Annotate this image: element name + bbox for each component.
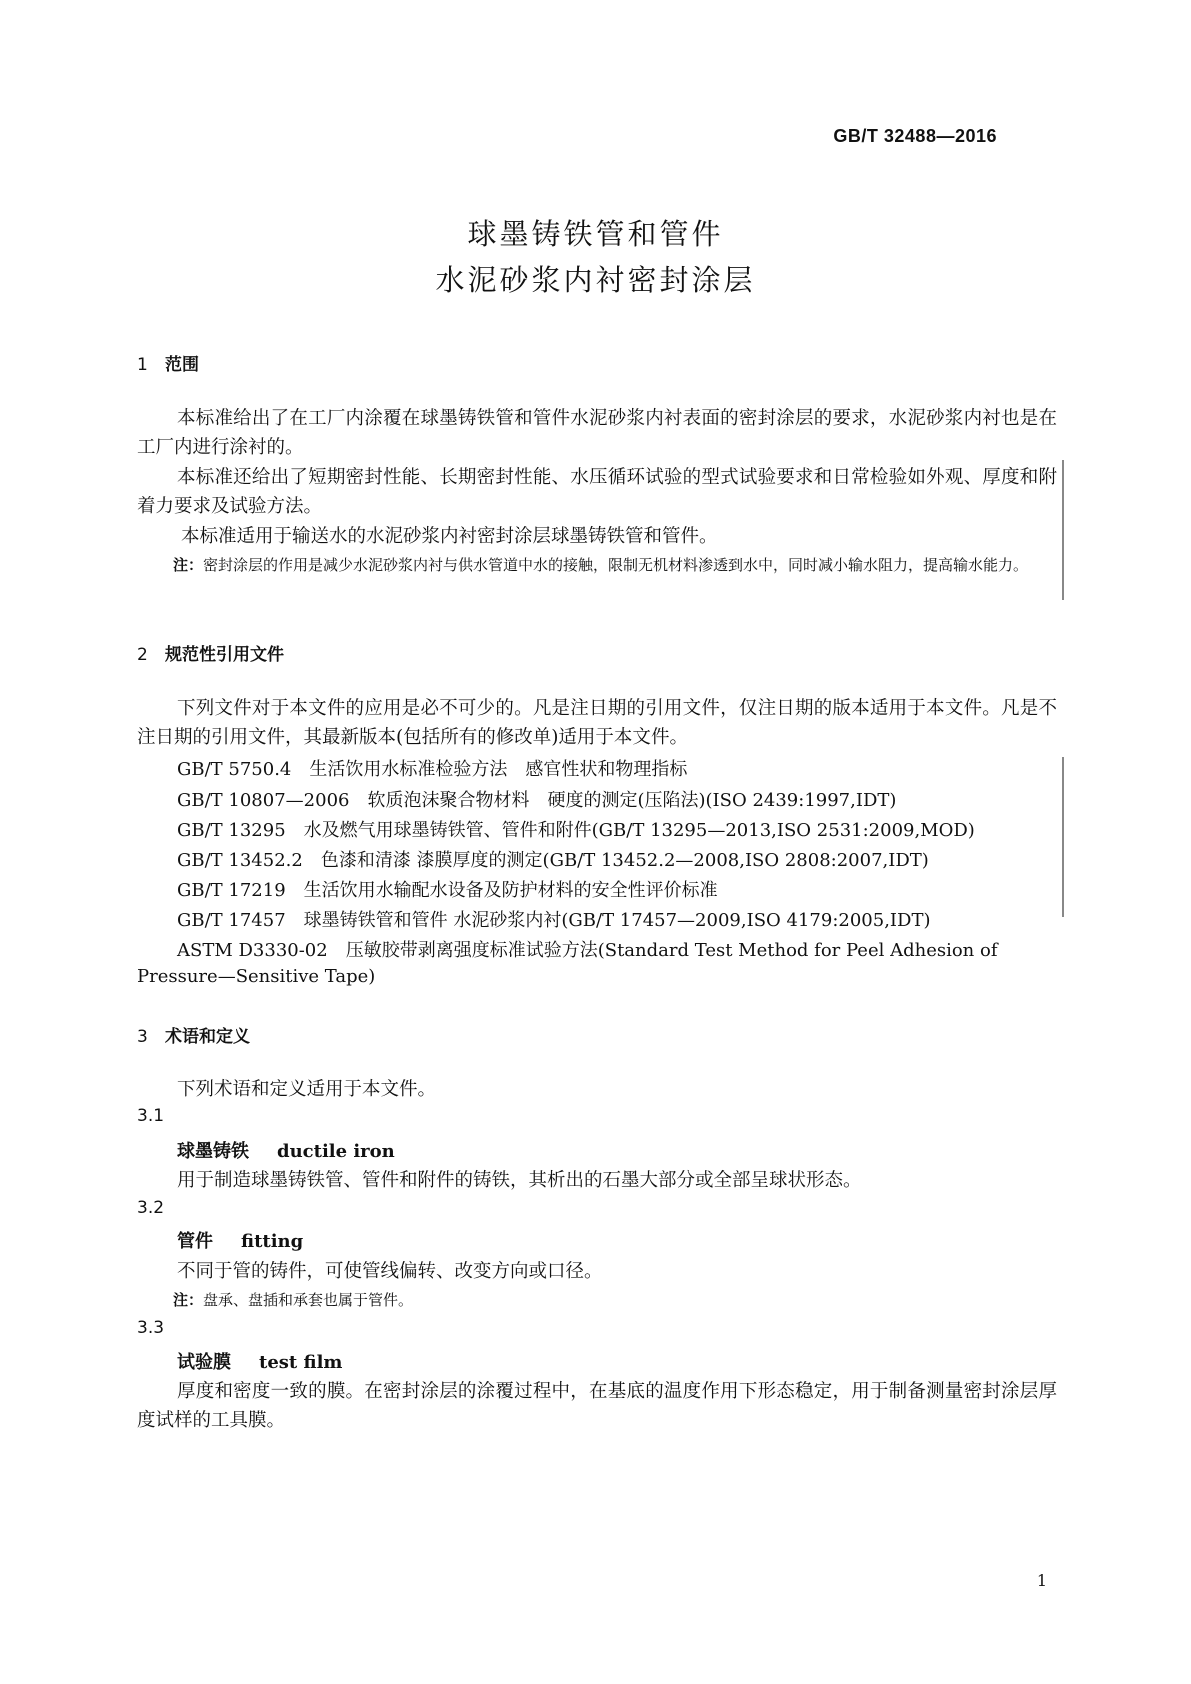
scope-paragraph-3: 本标准适用于输送水的水泥砂浆内衬密封涂层球墨铸铁管和管件。 (181, 526, 718, 547)
reference-item: GB/T 17457 球墨铸铁管和管件 水泥砂浆内衬(GB/T 17457—2009,ISO 4179:2005,IDT) (177, 910, 931, 931)
section-title: 范围 (165, 355, 199, 375)
reference-item: GB/T 13452.2 色漆和清漆 漆膜厚度的测定(GB/T 13452.2—2008,ISO 2808:2007,IDT) (177, 850, 929, 871)
clause-number: 3.1 (137, 1106, 165, 1126)
term-en: ductile iron (277, 1141, 395, 1162)
note-text: 盘承、盘插和承套也属于管件。 (203, 1291, 414, 1309)
document-title-line1: 球墨铸铁管和管件 (467, 217, 724, 251)
term-entry (177, 1137, 395, 1163)
section-title: 术语和定义 (165, 1027, 250, 1047)
section-number: 1 (137, 355, 148, 375)
section-heading-terms (137, 1022, 250, 1047)
note-text: 密封涂层的作用是减少水泥砂浆内衬与供水管道中水的接触，限制无机材料渗透到水中，同时减小输水阻力，提高输水能力。 (203, 556, 1029, 574)
scope-paragraph-2: 本标准还给出了短期密封性能、长期密封性能、水压循环试验的型式试验要求和日常检验如外观、厚度和附着力要求及试验方法。 (137, 467, 1057, 517)
reference-item: GB/T 13295 水及燃气用球墨铸铁管、管件和附件(GB/T 13295—2013,ISO 2531:2009,MOD) (177, 820, 975, 841)
term-en: fitting (241, 1231, 304, 1252)
term-entry (177, 1348, 342, 1374)
term-en: test film (259, 1352, 343, 1373)
term-definition: 不同于管的铸件，可使管线偏转、改变方向或口径。 (177, 1261, 603, 1282)
section-number: 2 (137, 645, 148, 665)
note-label: 注： (173, 556, 204, 574)
section-heading-scope (137, 350, 199, 375)
scope-note (173, 553, 1058, 577)
page-number: 1 (1036, 1571, 1047, 1590)
term-definition: 厚度和密度一致的膜。在密封涂层的涂覆过程中，在基底的温度作用下形态稳定，用于制备测量密封涂层厚度试样的工具膜。 (137, 1381, 1057, 1431)
reference-item: GB/T 10807—2006 软质泡沫聚合物材料 硬度的测定(压陷法)(ISO 2439:1997,IDT) (177, 790, 897, 811)
reference-item: GB/T 5750.4 生活饮用水标准检验方法 感官性状和物理指标 (177, 759, 688, 780)
term-zh: 试验膜 (177, 1352, 231, 1373)
clause-number: 3.3 (137, 1318, 165, 1338)
section-heading-normative-references (137, 640, 284, 665)
reference-item-astm-cont: Pressure—Sensitive Tape) (137, 966, 376, 987)
reference-item-astm: ASTM D3330-02 压敏胶带剥离强度标准试验方法(Standard Test Method for Peel Adhesion of (177, 940, 998, 961)
terms-intro: 下列术语和定义适用于本文件。 (177, 1079, 437, 1100)
term-note (173, 1289, 413, 1310)
section-title: 规范性引用文件 (165, 645, 284, 665)
term-zh: 管件 (177, 1231, 213, 1252)
references-intro: 下列文件对于本文件的应用是必不可少的。凡是注日期的引用文件，仅注日期的版本适用于本文件。凡是不注日期的引用文件，其最新版本(包括所有的修改单)适用于本文件。 (137, 698, 1057, 748)
term-entry (177, 1227, 303, 1253)
standard-code: GB/T 32488—2016 (833, 126, 997, 146)
section-number: 3 (137, 1027, 148, 1047)
clause-number: 3.2 (137, 1198, 165, 1218)
term-zh: 球墨铸铁 (177, 1141, 249, 1162)
revision-bar (1062, 460, 1064, 600)
note-label: 注： (173, 1291, 204, 1309)
revision-bar (1062, 757, 1064, 917)
scope-paragraph-1: 本标准给出了在工厂内涂覆在球墨铸铁管和管件水泥砂浆内衬表面的密封涂层的要求，水泥砂浆内衬也是在工厂内进行涂衬的。 (137, 408, 1057, 458)
term-definition: 用于制造球墨铸铁管、管件和附件的铸铁，其析出的石墨大部分或全部呈球状形态。 (177, 1170, 862, 1191)
document-title-line2: 水泥砂浆内衬密封涂层 (435, 263, 756, 297)
reference-item: GB/T 17219 生活饮用水输配水设备及防护材料的安全性评价标准 (177, 880, 718, 901)
